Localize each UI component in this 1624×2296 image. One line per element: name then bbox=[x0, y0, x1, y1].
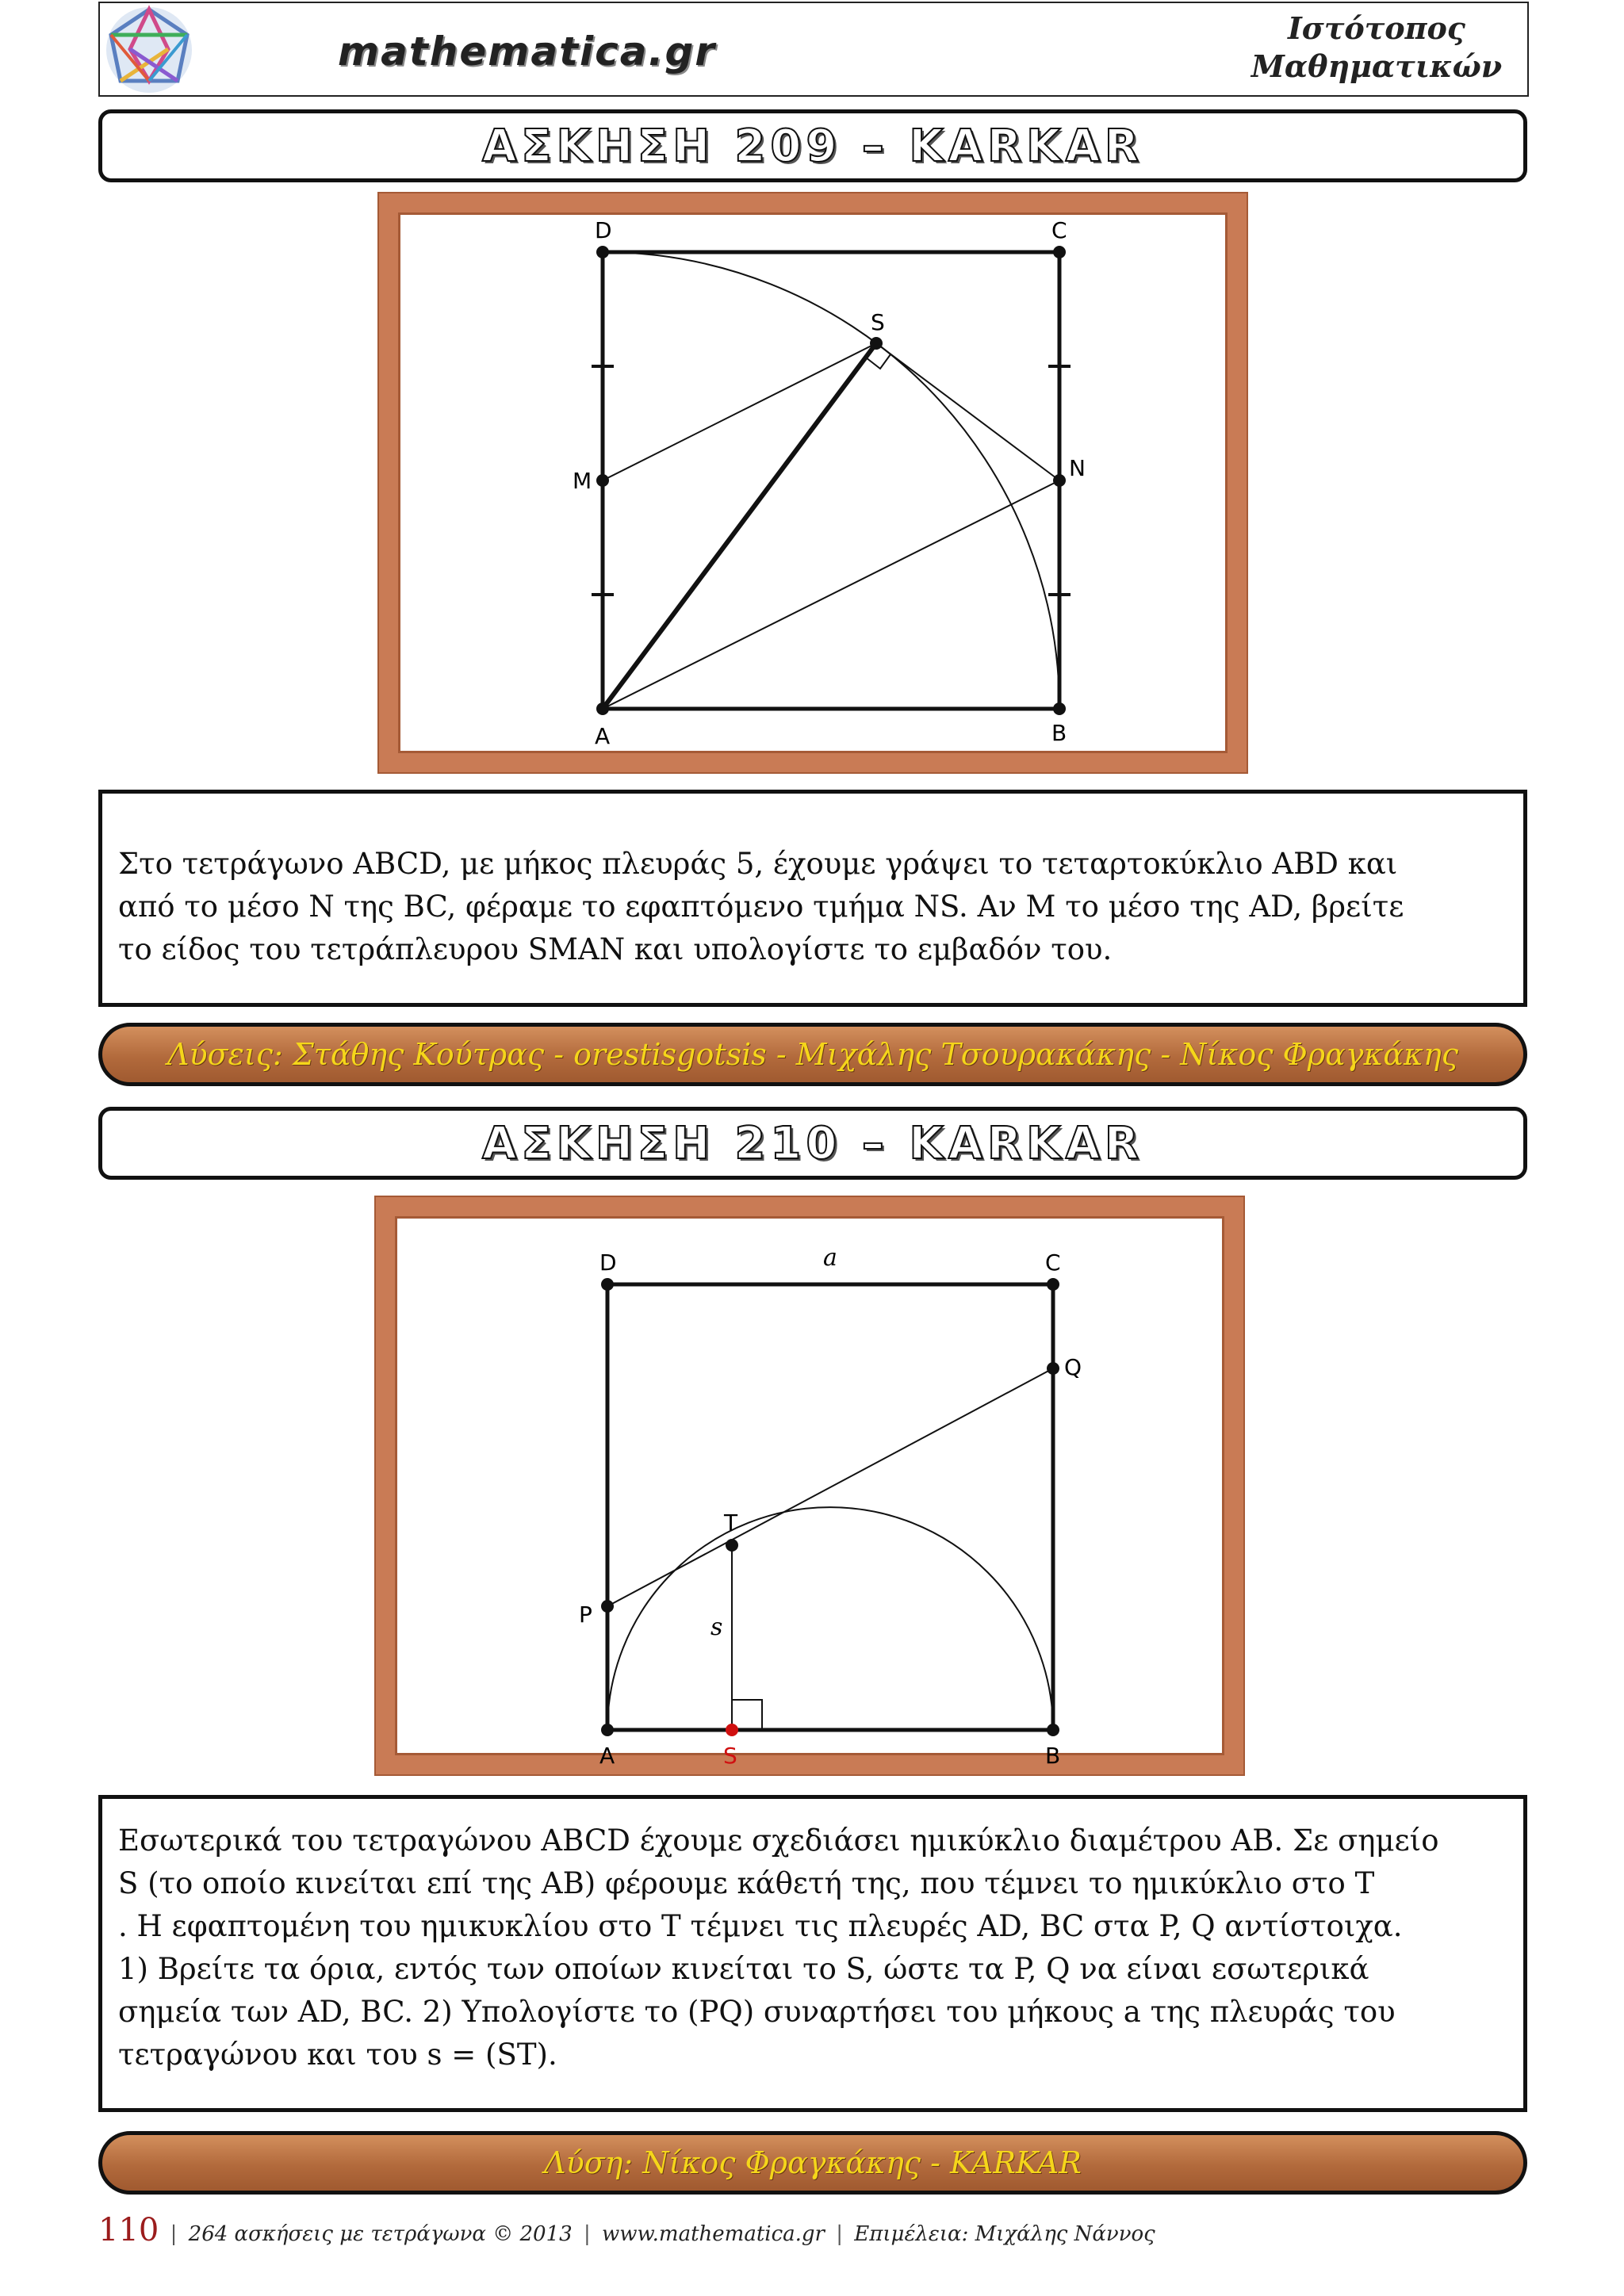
label-b: B bbox=[1045, 1743, 1061, 1769]
site-tagline-line2: Μαθηματικών bbox=[1251, 48, 1503, 84]
label-d: D bbox=[599, 1249, 617, 1276]
label-m: M bbox=[573, 468, 592, 494]
label-c: C bbox=[1045, 1249, 1061, 1276]
label-s-point: S bbox=[723, 1743, 737, 1769]
label-s: S bbox=[871, 309, 885, 335]
exercise-209-figure bbox=[398, 212, 1228, 753]
exercise-209-title-box bbox=[98, 109, 1527, 182]
statement-line: Στο τετράγωνο ABCD, με μήκος πλευράς 5, έχουμε γράψει το τεταρτοκύκλιο ABD και bbox=[118, 847, 1398, 881]
point-s-red bbox=[726, 1724, 738, 1736]
label-a: A bbox=[595, 723, 611, 749]
footer-separator: | bbox=[170, 2222, 178, 2246]
segment-ns bbox=[876, 343, 1059, 480]
statement-line: Εσωτερικά του τετραγώνου ABCD έχουμε σχεδιάσει ημικύκλιο διαμέτρου AB. Σε σημείο bbox=[118, 1823, 1439, 1858]
figure-points bbox=[596, 246, 1066, 715]
footer-editor: Επιμέλεια: Μιχάλης Νάννος bbox=[854, 2222, 1155, 2246]
statement-line: το είδος του τετράπλευρου SMAN και υπολογίστε το εμβαδόν του. bbox=[118, 932, 1113, 966]
segment-ms bbox=[603, 343, 876, 480]
site-tagline-line1: Ιστότοπος bbox=[1288, 10, 1465, 46]
exercise-210-solvers-bar bbox=[98, 2131, 1527, 2195]
label-d: D bbox=[595, 217, 612, 243]
exercise-210-figure-frame bbox=[376, 1197, 1243, 1774]
exercise-210-title-box bbox=[98, 1107, 1527, 1180]
quarter-circle-arc bbox=[603, 252, 1059, 709]
label-s-length: s bbox=[710, 1613, 723, 1641]
square-abcd bbox=[603, 252, 1059, 709]
exercise-210-figure bbox=[395, 1216, 1224, 1769]
polyhedron-logo-icon bbox=[102, 3, 197, 97]
statement-line: . Η εφαπτομένη του ημικυκλίου στο T τέμνει τις πλευρές AD, BC στα P, Q αντίστοιχα. bbox=[118, 1909, 1403, 1943]
segment-as bbox=[603, 343, 876, 709]
right-angle-marker bbox=[732, 1700, 762, 1730]
page-header bbox=[98, 2, 1529, 97]
exercise-210-title: ΑΣΚΗΣΗ 210 – KARKAR bbox=[481, 1117, 1144, 1169]
footer-separator: | bbox=[583, 2222, 591, 2246]
label-q: Q bbox=[1064, 1354, 1082, 1380]
statement-line: από το μέσο N της BC, φέραμε το εφαπτόμενο τμήμα NS. Αν M το μέσο της AD, βρείτε bbox=[118, 890, 1404, 924]
label-a-side: a bbox=[823, 1244, 837, 1272]
exercise-209-solvers: Λύσεις: Στάθης Κούτρας - orestisgotsis - Μιχάλης Τσουρακάκης - Νίκος Φραγκάκης bbox=[167, 1037, 1458, 1072]
statement-line: 1) Βρείτε τα όρια, εντός των οποίων κινείται το S, ώστε τα P, Q να είναι εσωτερικά bbox=[118, 1952, 1369, 1986]
exercise-209-title: ΑΣΚΗΣΗ 209 – KARKAR bbox=[481, 120, 1144, 172]
statement-line: σημεία των AD, BC. 2) Υπολογίστε το (PQ) συναρτήσει του μήκους a της πλευράς του bbox=[118, 1995, 1396, 2029]
right-angle-marker bbox=[866, 354, 891, 369]
page-number: 110 bbox=[98, 2212, 159, 2248]
statement-line: S (το οποίο κινείται επί της AB) φέρουμε κάθετή της, που τέμνει το ημικύκλιο στο T bbox=[118, 1866, 1375, 1900]
label-t: T bbox=[724, 1510, 738, 1536]
label-p: P bbox=[579, 1601, 592, 1628]
label-b: B bbox=[1051, 720, 1067, 746]
label-c: C bbox=[1051, 217, 1067, 243]
footer-site-link[interactable]: www.mathematica.gr bbox=[601, 2222, 825, 2246]
label-n: N bbox=[1069, 455, 1086, 481]
page-footer bbox=[98, 2212, 1155, 2248]
statement-line: τετραγώνου και του s = (ST). bbox=[118, 2038, 557, 2072]
footer-book-title: 264 ασκήσεις με τετράγωνα © 2013 bbox=[188, 2222, 573, 2246]
exercise-209-figure-frame bbox=[379, 193, 1247, 772]
exercise-209-statement bbox=[98, 790, 1527, 1007]
site-name: mathematica.gr bbox=[338, 29, 716, 75]
site-tagline bbox=[1234, 10, 1519, 86]
segment-an bbox=[603, 480, 1059, 709]
exercise-210-statement bbox=[98, 1795, 1527, 2112]
label-a: A bbox=[599, 1743, 615, 1769]
footer-separator: | bbox=[836, 2222, 844, 2246]
semicircle bbox=[607, 1507, 1053, 1730]
exercise-210-solvers: Λύση: Νίκος Φραγκάκης - KARKAR bbox=[544, 2145, 1082, 2180]
exercise-209-solvers-bar bbox=[98, 1023, 1527, 1086]
